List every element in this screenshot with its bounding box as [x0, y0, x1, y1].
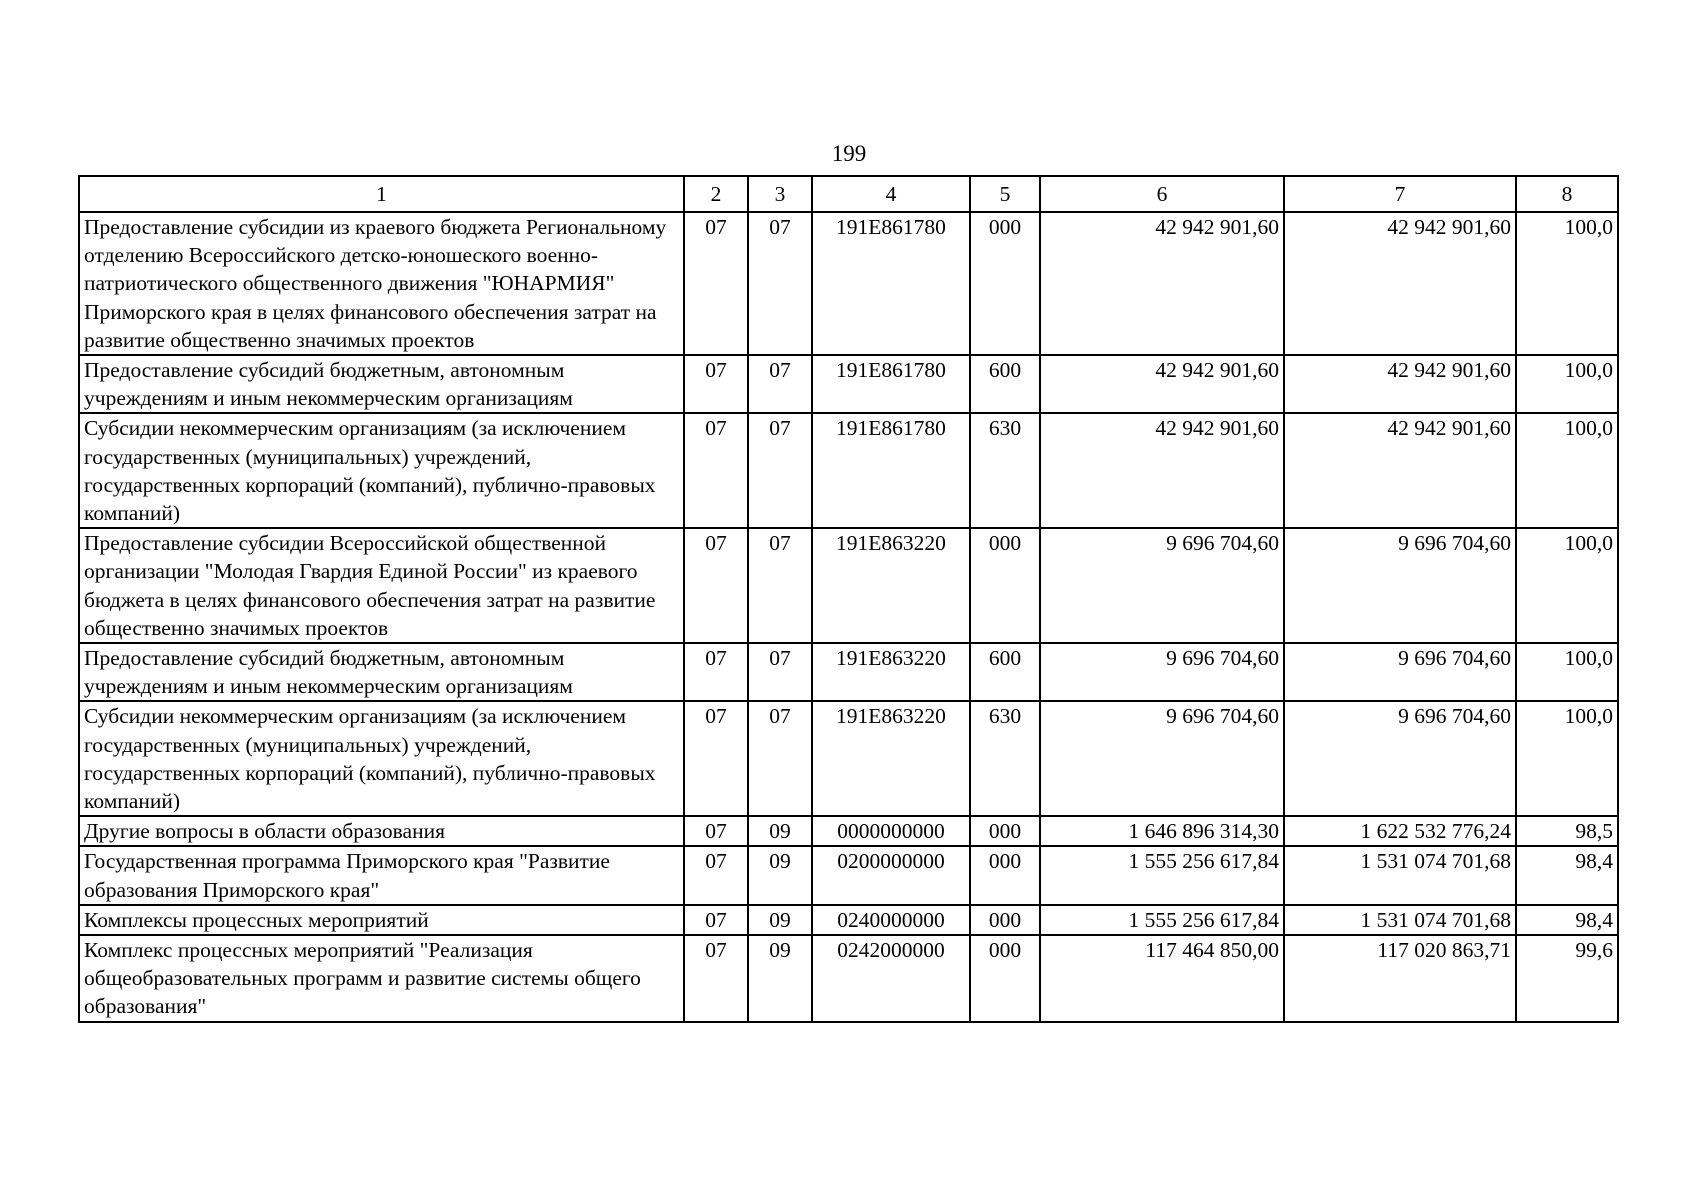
row-percent: 98,4 [1516, 905, 1618, 935]
row-plan: 9 696 704,60 [1040, 701, 1284, 816]
row-target: 191Е861780 [812, 212, 970, 355]
row-name: Предоставление субсидий бюджетным, автономным учреждениям и иным некоммерческим организациям [79, 355, 684, 413]
row-target: 0000000000 [812, 816, 970, 846]
row-type: 000 [970, 905, 1040, 935]
row-subsection: 09 [748, 846, 812, 904]
row-subsection: 07 [748, 413, 812, 528]
row-fact: 117 020 863,71 [1284, 935, 1516, 1022]
header-col-8: 8 [1516, 176, 1618, 212]
row-percent: 100,0 [1516, 701, 1618, 816]
row-target: 0242000000 [812, 935, 970, 1022]
row-type: 600 [970, 355, 1040, 413]
row-fact: 9 696 704,60 [1284, 701, 1516, 816]
row-percent: 98,4 [1516, 846, 1618, 904]
row-target: 191Е861780 [812, 413, 970, 528]
row-target: 0200000000 [812, 846, 970, 904]
row-subsection: 09 [748, 816, 812, 846]
row-subsection: 07 [748, 643, 812, 701]
table-row [79, 212, 1618, 355]
row-fact: 1 531 074 701,68 [1284, 905, 1516, 935]
row-plan: 117 464 850,00 [1040, 935, 1284, 1022]
table-row [79, 355, 1618, 413]
row-section: 07 [684, 905, 748, 935]
row-percent: 100,0 [1516, 643, 1618, 701]
header-col-2: 2 [684, 176, 748, 212]
row-plan: 1 555 256 617,84 [1040, 846, 1284, 904]
row-name: Предоставление субсидии Всероссийской общественной организации "Молодая Гвардия Единой России" из краевого бюджета в целях финансового обеспечения затрат на развитие общественно значимых проектов [79, 528, 684, 643]
row-plan: 1 555 256 617,84 [1040, 905, 1284, 935]
table-row [79, 701, 1618, 816]
row-section: 07 [684, 528, 748, 643]
row-fact: 42 942 901,60 [1284, 413, 1516, 528]
row-fact: 9 696 704,60 [1284, 643, 1516, 701]
table-row [79, 413, 1618, 528]
header-col-4: 4 [812, 176, 970, 212]
row-type: 600 [970, 643, 1040, 701]
row-section: 07 [684, 935, 748, 1022]
row-name: Другие вопросы в области образования [79, 816, 684, 846]
header-col-5: 5 [970, 176, 1040, 212]
row-plan: 1 646 896 314,30 [1040, 816, 1284, 846]
row-section: 07 [684, 816, 748, 846]
row-type: 000 [970, 935, 1040, 1022]
row-percent: 100,0 [1516, 413, 1618, 528]
row-percent: 100,0 [1516, 212, 1618, 355]
page-number: 199 [831, 141, 867, 166]
row-type: 000 [970, 816, 1040, 846]
row-name: Субсидии некоммерческим организациям (за исключением государственных (муниципальных) учреждений, государственных корпораций (компаний), публично-правовых компаний) [79, 701, 684, 816]
row-section: 07 [684, 212, 748, 355]
row-fact: 9 696 704,60 [1284, 528, 1516, 643]
row-name: Комплексы процессных мероприятий [79, 905, 684, 935]
row-section: 07 [684, 701, 748, 816]
row-subsection: 07 [748, 355, 812, 413]
header-col-1: 1 [79, 176, 684, 212]
row-plan: 42 942 901,60 [1040, 212, 1284, 355]
table-row [79, 643, 1618, 701]
row-percent: 100,0 [1516, 528, 1618, 643]
row-section: 07 [684, 846, 748, 904]
row-percent: 100,0 [1516, 355, 1618, 413]
row-type: 000 [970, 846, 1040, 904]
header-col-6: 6 [1040, 176, 1284, 212]
row-target: 191Е861780 [812, 355, 970, 413]
table-row [79, 935, 1618, 1022]
row-type: 630 [970, 413, 1040, 528]
row-name: Государственная программа Приморского края "Развитие образования Приморского края" [79, 846, 684, 904]
row-percent: 99,6 [1516, 935, 1618, 1022]
row-plan: 42 942 901,60 [1040, 355, 1284, 413]
row-subsection: 09 [748, 935, 812, 1022]
row-name: Комплекс процессных мероприятий "Реализация общеобразовательных программ и развитие системы общего образования" [79, 935, 684, 1022]
row-fact: 1 622 532 776,24 [1284, 816, 1516, 846]
row-fact: 1 531 074 701,68 [1284, 846, 1516, 904]
header-col-7: 7 [1284, 176, 1516, 212]
row-type: 000 [970, 528, 1040, 643]
table-row [79, 816, 1618, 846]
row-section: 07 [684, 413, 748, 528]
row-type: 000 [970, 212, 1040, 355]
row-subsection: 07 [748, 212, 812, 355]
row-fact: 42 942 901,60 [1284, 355, 1516, 413]
row-section: 07 [684, 643, 748, 701]
row-fact: 42 942 901,60 [1284, 212, 1516, 355]
row-target: 191Е863220 [812, 643, 970, 701]
row-name: Предоставление субсидий бюджетным, автономным учреждениям и иным некоммерческим организациям [79, 643, 684, 701]
row-subsection: 07 [748, 528, 812, 643]
row-percent: 98,5 [1516, 816, 1618, 846]
row-target: 0240000000 [812, 905, 970, 935]
row-subsection: 09 [748, 905, 812, 935]
header-row [79, 176, 1618, 212]
row-name: Предоставление субсидии из краевого бюджета Региональному отделению Всероссийского детско-юношеского военно-патриотического общественного движения "ЮНАРМИЯ" Приморского края в целях финансового обеспечения затрат на развитие общественно значимых проектов [79, 212, 684, 355]
budget-table [78, 175, 1619, 1023]
row-plan: 9 696 704,60 [1040, 643, 1284, 701]
row-target: 191Е863220 [812, 701, 970, 816]
row-section: 07 [684, 355, 748, 413]
row-type: 630 [970, 701, 1040, 816]
row-name: Субсидии некоммерческим организациям (за исключением государственных (муниципальных) учреждений, государственных корпораций (компаний), публично-правовых компаний) [79, 413, 684, 528]
row-subsection: 07 [748, 701, 812, 816]
table-row [79, 905, 1618, 935]
row-target: 191Е863220 [812, 528, 970, 643]
table-row [79, 846, 1618, 904]
row-plan: 42 942 901,60 [1040, 413, 1284, 528]
row-plan: 9 696 704,60 [1040, 528, 1284, 643]
header-col-3: 3 [748, 176, 812, 212]
table-row [79, 528, 1618, 643]
